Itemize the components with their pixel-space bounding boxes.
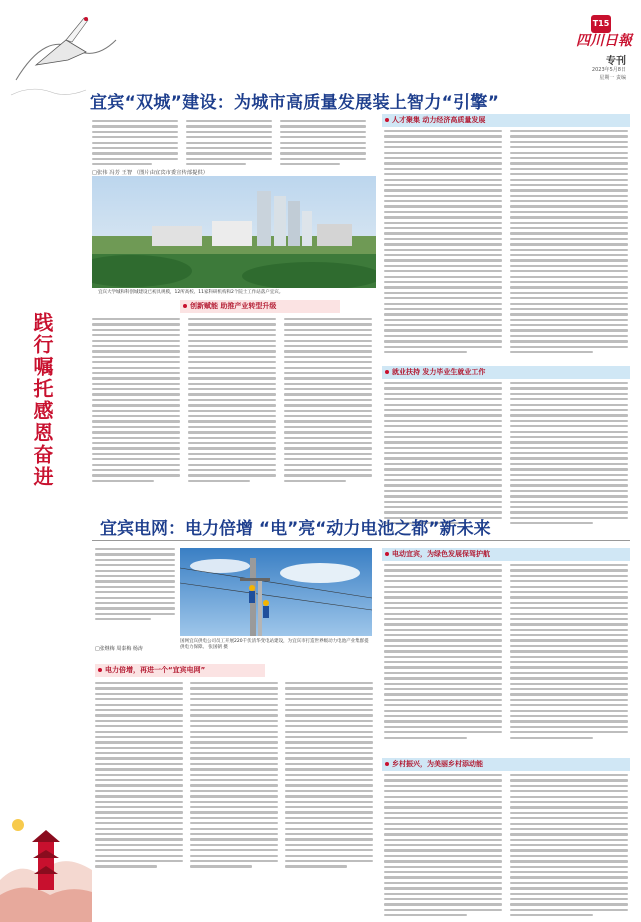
- powerline-photo-caption: 国网宜宾供电公司员工开展220千伏清华变电站建设，为宜宾市打造世界级动力电池产业集群提供电力保障。 张国朝 摄: [180, 639, 369, 650]
- campus-photo: [92, 176, 376, 288]
- page-badge: T15: [591, 15, 611, 33]
- article2-right-col1: [384, 564, 502, 742]
- article2-byline: □张继梅 周泰梅 杨涛: [95, 646, 143, 652]
- article2-body-col2: [190, 682, 278, 871]
- article1-intro-col1: [92, 120, 178, 169]
- article1-intro-col2: [186, 120, 272, 169]
- article2-right-col4: [510, 774, 628, 920]
- editor-line: 星期一 责编: [599, 75, 626, 81]
- right-col1-bottom: [384, 382, 502, 528]
- right-col1-top: [384, 130, 502, 356]
- paper-logo: 四川日報: [576, 33, 632, 49]
- article1-body-col3: [284, 318, 372, 485]
- article2-headline: 宜宾电网：电力倍增 “电”亮“动力电池之都”新未来: [100, 519, 491, 539]
- article1-intro-col3: [280, 120, 366, 169]
- article1-headline: 宜宾“双城”建设：为城市高质量发展装上智力“引擎”: [90, 93, 500, 113]
- article2-body-col1: [95, 682, 183, 871]
- pagoda-illustration: [0, 800, 92, 922]
- section-label: 专刊: [606, 56, 626, 67]
- campus-photo-caption: 宜宾大学城和科创城建设已初具规模，12所高校、11家科研机构和2个院士工作站落户宜宾。: [98, 290, 284, 295]
- right-col2-bottom: [510, 382, 628, 528]
- section-divider: [92, 540, 630, 541]
- article1-byline: □张伟 冯芳 王智 （图片由宜宾市委宣传部提供）: [92, 170, 208, 176]
- article2-subhead-2: 电动宜宾，为绿色发展保驾护航: [382, 548, 630, 561]
- article2-body-col3: [285, 682, 373, 871]
- issue-date: 2023年5月8日: [591, 67, 626, 73]
- article2-right-col3: [384, 774, 502, 920]
- article2-intro: [95, 548, 175, 623]
- article2-subhead-3: 乡村振兴，为美丽乡村添动能: [382, 758, 630, 771]
- crane-illustration: [6, 10, 126, 100]
- article1-body-col1: [92, 318, 180, 485]
- right-subhead-1: 人才聚集 动力经济高质量发展: [382, 114, 630, 127]
- article1-subhead: 创新赋能 助推产业转型升级: [180, 300, 340, 313]
- right-col2-top: [510, 130, 628, 356]
- article2-subhead-1: 电力倍增，再进一个“宜宾电网”: [95, 664, 265, 677]
- article2-right-col2: [510, 564, 628, 742]
- article1-body-col2: [188, 318, 276, 485]
- powerline-photo: [180, 548, 372, 636]
- vertical-slogan: 践行嘱托感恩奋进: [30, 312, 54, 488]
- right-subhead-2: 就业扶持 发力毕业生就业工作: [382, 366, 630, 379]
